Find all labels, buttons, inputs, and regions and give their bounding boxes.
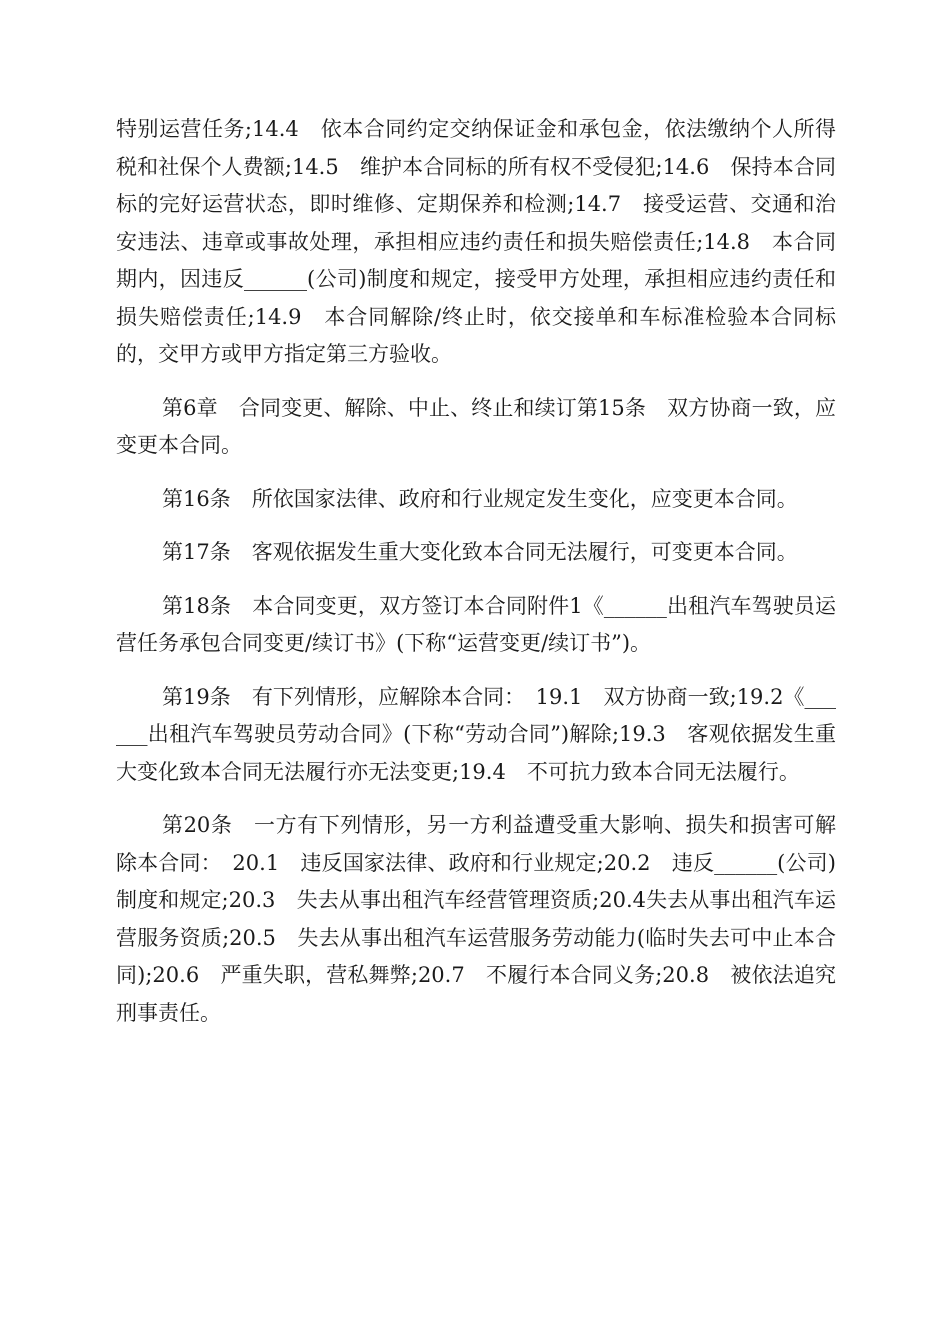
paragraph-chapter-6: 第6章 合同变更、解除、中止、终止和续订第15条 双方协商一致，应变更本合同。 [116, 395, 836, 457]
paragraph-article-18: 第18条 本合同变更，双方签订本合同附件1《______出租汽车驾驶员运营任务承包合同变更/续订书》(下称“运营变更/续订书”)。 [116, 593, 836, 655]
document-body [116, 111, 836, 1032]
paragraph-article-16: 第16条 所依国家法律、政府和行业规定发生变化，应变更本合同。 [162, 486, 798, 511]
paragraph-article-19: 第19条 有下列情形，应解除本合同： 19.1 双方协商一致;19.2《______出租汽车驾驶员劳动合同》(下称“劳动合同”)解除;19.3 客观依据发生重大变化致本合同无法履行亦无法变更;19.4 不可抗力致本合同无法履行。 [116, 684, 836, 784]
paragraph-continuation: 特别运营任务;14.4 依本合同约定交纳保证金和承包金，依法缴纳个人所得税和社保个人费额;14.5 维护本合同标的所有权不受侵犯;14.6 保持本合同标的完好运营状态，即时维修、定期保养和检测;14.7 接受运营、交通和治安违法、违章或事故处理，承担相应违约责任和损失赔偿责任;14.8 本合同期内，因违反______(公司)制度和规定，接受甲方处理，承担相应违约责任和损失赔偿责任;14.9 本合同解除/终止时，依交接单和车标准检验本合同标的，交甲方或甲方指定第三方验收。 [116, 117, 836, 366]
paragraph-article-17: 第17条 客观依据发生重大变化致本合同无法履行，可变更本合同。 [162, 540, 798, 564]
paragraph-article-20: 第20条 一方有下列情形，另一方利益遭受重大影响、损失和损害可解除本合同： 20.1 违反国家法律、政府和行业规定;20.2 违反______(公司)制度和规定;20.3 失去从事出租汽车经营管理资质;20.4失去从事出租汽车运营服务资质;20.5 失去从事出租汽车运营服务劳动能力(临时失去可中止本合同);20.6 严重失职，营私舞弊;20.7 不履行本合同义务;20.8 被依法追究刑事责任。 [116, 813, 836, 1025]
